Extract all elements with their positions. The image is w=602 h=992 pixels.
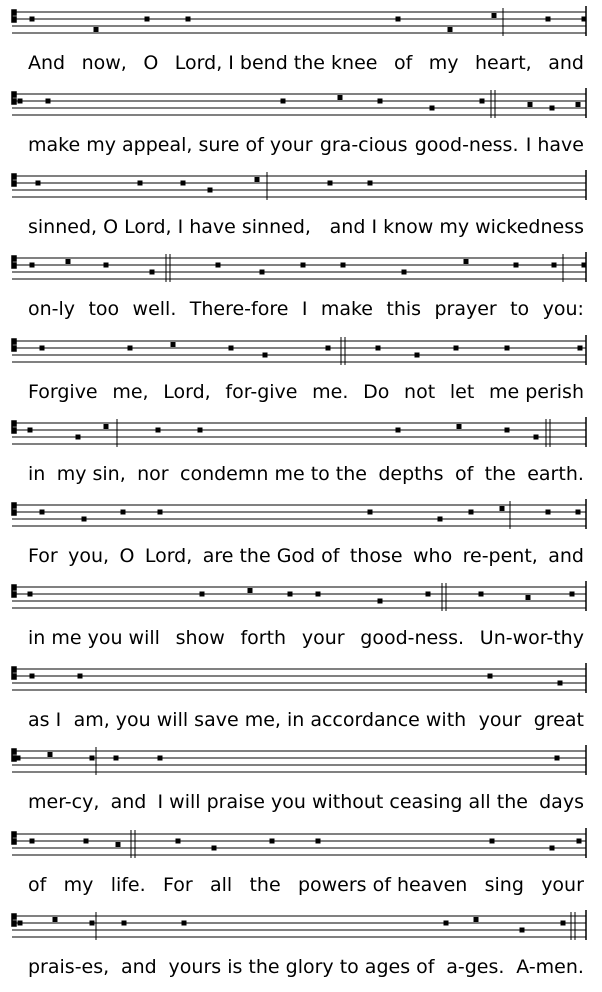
neume bbox=[490, 839, 495, 844]
lyric-syllable: days bbox=[539, 791, 584, 813]
neume bbox=[368, 181, 373, 186]
lyric-syllable: of bbox=[393, 52, 413, 74]
lyric-syllable: all bbox=[209, 874, 233, 896]
neume bbox=[104, 263, 109, 268]
neume bbox=[430, 106, 435, 111]
lyric-syllable: Lord, bbox=[144, 545, 193, 567]
lyric-line bbox=[28, 954, 584, 980]
lyric-syllable: heart, bbox=[475, 52, 532, 74]
neume bbox=[552, 263, 557, 268]
neume bbox=[546, 510, 551, 515]
neume bbox=[338, 95, 343, 100]
lyric-syllable: me, bbox=[112, 381, 149, 403]
lyric-syllable: Un-wor-thy bbox=[479, 627, 584, 649]
neume bbox=[550, 106, 555, 111]
neume bbox=[66, 259, 71, 264]
lyric-line bbox=[28, 132, 584, 158]
neume bbox=[128, 346, 133, 351]
lyric-syllable: Forgive bbox=[28, 381, 98, 403]
lyric-syllable: For bbox=[28, 545, 58, 567]
neume bbox=[448, 27, 453, 32]
lyric-syllable: well. bbox=[132, 298, 177, 320]
staff bbox=[0, 335, 602, 375]
neume bbox=[316, 839, 321, 844]
neume bbox=[558, 681, 563, 686]
lyric-syllable: powers of heaven bbox=[297, 874, 468, 896]
chant-system bbox=[0, 828, 602, 910]
neume bbox=[84, 839, 89, 844]
neume bbox=[378, 599, 383, 604]
neume bbox=[40, 346, 45, 351]
staff bbox=[0, 252, 602, 292]
lyric-syllable: and bbox=[548, 52, 584, 74]
neume bbox=[114, 756, 119, 761]
lyric-syllable: Do bbox=[363, 381, 390, 403]
c-clef-icon bbox=[12, 174, 16, 186]
lyric-syllable: and bbox=[120, 956, 157, 978]
neume bbox=[438, 517, 443, 522]
neume bbox=[158, 510, 163, 515]
lyric-syllable: the bbox=[249, 874, 281, 896]
c-clef-icon bbox=[12, 585, 16, 597]
lyric-line bbox=[28, 872, 584, 898]
lyric-line bbox=[28, 214, 584, 240]
chant-system bbox=[0, 88, 602, 170]
lyric-syllable: O bbox=[143, 52, 159, 74]
neume bbox=[198, 428, 203, 433]
lyric-syllable: let bbox=[449, 381, 475, 403]
lyric-syllable: this bbox=[386, 298, 422, 320]
neume bbox=[82, 517, 87, 522]
neume bbox=[171, 342, 176, 347]
chant-system bbox=[0, 170, 602, 252]
neume bbox=[396, 17, 401, 22]
lyric-syllable: Lord, I bend the knee bbox=[174, 52, 378, 74]
neume bbox=[200, 592, 205, 597]
staff bbox=[0, 499, 602, 539]
lyric-syllable: re-pent, bbox=[462, 545, 538, 567]
lyric-syllable: sinned, O Lord, I have sinned, bbox=[28, 216, 311, 238]
neume bbox=[176, 839, 181, 844]
neume bbox=[550, 846, 555, 851]
chant-system bbox=[0, 745, 602, 827]
neume bbox=[248, 588, 253, 593]
lyric-syllable: for-give bbox=[225, 381, 298, 403]
neume bbox=[576, 510, 581, 515]
neume bbox=[229, 346, 234, 351]
neume bbox=[28, 592, 33, 597]
neume bbox=[260, 270, 265, 275]
neume bbox=[396, 428, 401, 433]
neume bbox=[341, 263, 346, 268]
lyric-line bbox=[28, 543, 584, 569]
neume bbox=[182, 921, 187, 926]
lyric-syllable: my bbox=[428, 52, 459, 74]
lyric-syllable: nor bbox=[137, 463, 169, 485]
neume bbox=[488, 674, 493, 679]
lyric-syllable: my bbox=[63, 874, 94, 896]
neume bbox=[138, 181, 143, 186]
lyric-line bbox=[28, 789, 584, 815]
neume bbox=[270, 839, 275, 844]
lyric-syllable: of bbox=[454, 463, 474, 485]
neume bbox=[555, 756, 560, 761]
lyric-syllable: gra-cious bbox=[319, 134, 408, 156]
neume bbox=[40, 510, 45, 515]
neume bbox=[145, 17, 150, 22]
neume bbox=[18, 99, 23, 104]
lyric-line bbox=[28, 379, 584, 405]
lyric-syllable: great bbox=[533, 709, 584, 731]
c-clef-icon bbox=[12, 749, 16, 761]
neume bbox=[30, 17, 35, 22]
neume bbox=[181, 181, 186, 186]
neume bbox=[30, 839, 35, 844]
lyric-syllable: me perish bbox=[488, 381, 584, 403]
staff bbox=[0, 417, 602, 457]
lyric-syllable: I have bbox=[525, 134, 584, 156]
neume bbox=[520, 928, 525, 933]
lyric-syllable: a-ges. bbox=[446, 956, 505, 978]
lyric-line bbox=[28, 296, 584, 322]
neume bbox=[288, 592, 293, 597]
lyric-syllable: my sin, bbox=[56, 463, 126, 485]
lyric-line bbox=[28, 50, 584, 76]
neume bbox=[104, 424, 109, 429]
lyric-syllable: There-fore bbox=[189, 298, 289, 320]
neume bbox=[415, 353, 420, 358]
neume bbox=[90, 921, 95, 926]
c-clef-icon bbox=[12, 10, 16, 22]
neume bbox=[570, 592, 575, 597]
neume bbox=[546, 17, 551, 22]
neume bbox=[208, 188, 213, 193]
lyric-syllable: yours is the glory to ages of bbox=[168, 956, 435, 978]
neume bbox=[281, 99, 286, 104]
neume bbox=[376, 346, 381, 351]
neume bbox=[30, 674, 35, 679]
neume bbox=[480, 99, 485, 104]
neume bbox=[526, 595, 531, 600]
lyric-syllable: make my appeal, sure of your bbox=[28, 134, 313, 156]
neume bbox=[454, 346, 459, 351]
lyric-line bbox=[28, 625, 584, 651]
c-clef-icon bbox=[12, 503, 16, 515]
neume bbox=[36, 181, 41, 186]
chant-system bbox=[0, 6, 602, 88]
neume bbox=[263, 353, 268, 358]
lyric-syllable: your bbox=[301, 627, 345, 649]
neume bbox=[378, 99, 383, 104]
c-clef-icon bbox=[12, 256, 16, 268]
lyric-syllable: am, you will save me, in accordance with bbox=[73, 709, 467, 731]
chant-system bbox=[0, 910, 602, 992]
chant-system bbox=[0, 417, 602, 499]
neume bbox=[90, 756, 95, 761]
lyric-syllable: forth bbox=[240, 627, 287, 649]
neume bbox=[16, 756, 21, 761]
lyric-syllable: on-ly bbox=[28, 298, 76, 320]
lyric-syllable: condemn me to the bbox=[180, 463, 367, 485]
c-clef-icon bbox=[12, 421, 16, 433]
lyric-syllable: And bbox=[28, 52, 66, 74]
lyric-syllable: I will praise you without ceasing all the bbox=[157, 791, 528, 813]
lyric-syllable: good-ness. bbox=[360, 627, 465, 649]
neume bbox=[326, 346, 331, 351]
chant-system bbox=[0, 335, 602, 417]
lyric-line bbox=[28, 707, 584, 733]
lyric-syllable: life. bbox=[110, 874, 146, 896]
neume bbox=[76, 435, 81, 440]
lyric-syllable: O bbox=[119, 545, 135, 567]
lyric-syllable: now, bbox=[81, 52, 127, 74]
neume bbox=[578, 346, 583, 351]
neume bbox=[492, 13, 497, 18]
lyric-syllable: For bbox=[162, 874, 193, 896]
staff bbox=[0, 170, 602, 210]
neume bbox=[78, 674, 83, 679]
c-clef-icon bbox=[12, 832, 16, 844]
neume bbox=[301, 263, 306, 268]
staff bbox=[0, 581, 602, 621]
lyric-line bbox=[28, 461, 584, 487]
lyric-syllable: not bbox=[404, 381, 436, 403]
neume bbox=[444, 921, 449, 926]
lyric-syllable: me. bbox=[312, 381, 349, 403]
neume bbox=[528, 102, 533, 107]
lyric-syllable: good-ness. bbox=[414, 134, 519, 156]
lyric-syllable: show bbox=[175, 627, 225, 649]
chant-system bbox=[0, 252, 602, 334]
neume bbox=[368, 510, 373, 515]
neume bbox=[212, 846, 217, 851]
lyric-syllable: your bbox=[478, 709, 522, 731]
c-clef-icon bbox=[12, 92, 16, 104]
staff bbox=[0, 663, 602, 703]
lyric-syllable: prayer bbox=[434, 298, 497, 320]
lyric-syllable: and bbox=[110, 791, 147, 813]
lyric-syllable: in bbox=[28, 463, 46, 485]
lyric-syllable: as I bbox=[28, 709, 62, 731]
lyric-syllable: too bbox=[88, 298, 120, 320]
lyric-syllable: who bbox=[412, 545, 453, 567]
neume bbox=[328, 181, 333, 186]
chant-system bbox=[0, 581, 602, 663]
lyric-syllable: are the God of bbox=[202, 545, 340, 567]
chant-system bbox=[0, 663, 602, 745]
neume bbox=[474, 917, 479, 922]
neume bbox=[121, 510, 126, 515]
c-clef-icon bbox=[12, 667, 16, 679]
lyric-syllable: you: bbox=[542, 298, 584, 320]
staff bbox=[0, 6, 602, 46]
lyric-syllable: sing bbox=[484, 874, 524, 896]
neume bbox=[48, 752, 53, 757]
neume bbox=[561, 921, 566, 926]
lyric-syllable: depths bbox=[378, 463, 444, 485]
neume bbox=[402, 270, 407, 275]
neume bbox=[158, 756, 163, 761]
neume bbox=[216, 263, 221, 268]
lyric-syllable: make bbox=[320, 298, 373, 320]
neume bbox=[514, 263, 519, 268]
staff bbox=[0, 910, 602, 950]
neume bbox=[426, 592, 431, 597]
neume bbox=[576, 102, 581, 107]
neume bbox=[255, 177, 260, 182]
lyric-syllable: those bbox=[349, 545, 403, 567]
neume bbox=[500, 506, 505, 511]
lyric-syllable: I bbox=[301, 298, 308, 320]
c-clef-icon bbox=[12, 914, 16, 926]
lyric-syllable: of bbox=[28, 874, 47, 896]
neume bbox=[479, 592, 484, 597]
neume bbox=[505, 346, 510, 351]
neume bbox=[469, 510, 474, 515]
neume bbox=[505, 428, 510, 433]
lyric-syllable: your bbox=[541, 874, 584, 896]
lyric-syllable: earth. bbox=[527, 463, 584, 485]
neume bbox=[46, 99, 51, 104]
neume bbox=[18, 921, 23, 926]
lyric-syllable: you, bbox=[68, 545, 110, 567]
lyric-syllable: to bbox=[510, 298, 530, 320]
lyric-syllable: and bbox=[548, 545, 584, 567]
neume bbox=[30, 263, 35, 268]
chant-system bbox=[0, 499, 602, 581]
neume bbox=[53, 917, 58, 922]
neume bbox=[156, 428, 161, 433]
neume bbox=[122, 921, 127, 926]
neume bbox=[28, 428, 33, 433]
neume bbox=[116, 842, 121, 847]
neume bbox=[94, 27, 99, 32]
c-clef-icon bbox=[12, 339, 16, 351]
neume bbox=[186, 17, 191, 22]
staff bbox=[0, 828, 602, 868]
neume bbox=[316, 592, 321, 597]
lyric-syllable: mer-cy, bbox=[28, 791, 100, 813]
lyric-syllable: A-men. bbox=[516, 956, 584, 978]
lyric-syllable: the bbox=[484, 463, 516, 485]
neume bbox=[534, 435, 539, 440]
neume bbox=[464, 259, 469, 264]
neume bbox=[457, 424, 462, 429]
lyric-syllable: and I know my wickedness bbox=[329, 216, 584, 238]
lyric-syllable: prais-es, bbox=[28, 956, 110, 978]
lyric-syllable: Lord, bbox=[163, 381, 211, 403]
neume bbox=[577, 839, 582, 844]
lyric-syllable: in me you will bbox=[28, 627, 160, 649]
neume bbox=[150, 270, 155, 275]
staff bbox=[0, 88, 602, 128]
staff bbox=[0, 745, 602, 785]
